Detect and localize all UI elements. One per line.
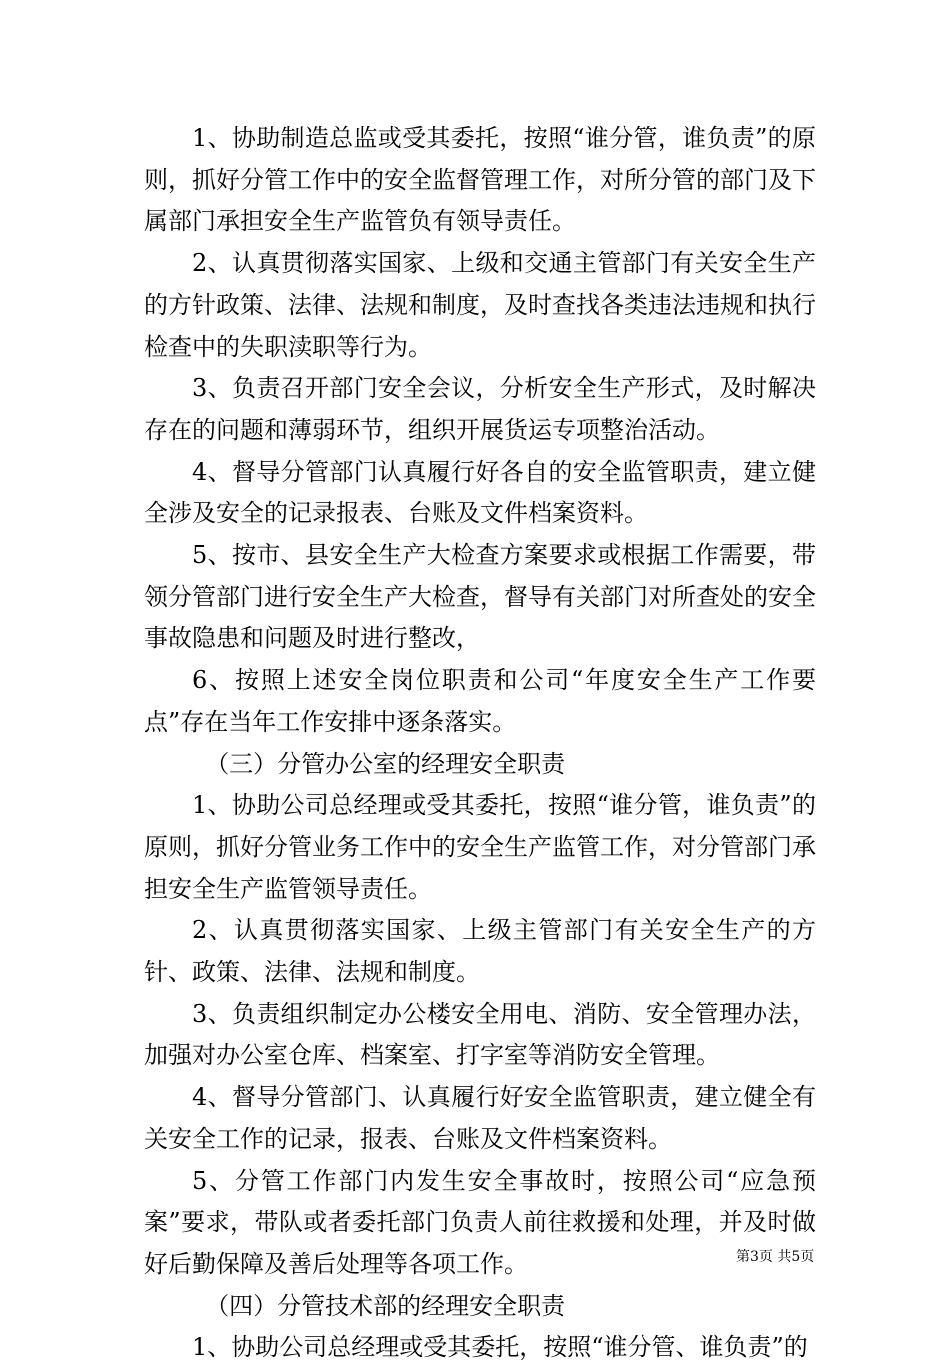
paragraph-vp-4: 4、督导分管部门认真履行好各自的安全监管职责，建立健全涉及安全的记录报表、台账及文件档案资料。 <box>144 457 816 528</box>
paragraph-office-1: 1、协助公司总经理或受其委托，按照“谁分管，谁负责”的原则，抓好分管业务工作中的安全生产监管工作，对分管部门承担安全生产监管领导责任。 <box>144 791 816 903</box>
section-heading-office-manager: （三）分管办公室的经理安全职责 <box>205 749 566 778</box>
document-body <box>144 118 816 1369</box>
paragraph-vp-5: 5、按市、县安全生产大检查方案要求或根据工作需要，带领分管部门进行安全生产大检查，督导有关部门对所查处的安全事故隐患和问题及时进行整改， <box>144 541 816 653</box>
page-number: 第3页 共5页 <box>736 1249 815 1265</box>
paragraph-vp-6: 6、按照上述安全岗位职责和公司“年度安全生产工作要点”存在当年工作安排中逐条落实。 <box>144 666 816 736</box>
paragraph-vp-3: 3、负责召开部门安全会议，分析安全生产形式，及时解决存在的问题和薄弱环节，组织开展货运专项整治活动。 <box>144 374 816 444</box>
paragraph-office-5: 5、分管工作部门内发生安全事故时，按照公司“应急预案”要求，带队或者委托部门负责人前往救援和处理，并及时做好后勤保障及善后处理等各项工作。 <box>144 1166 816 1278</box>
paragraph-tech-1: 1、协助公司总经理或受其委托，按照“谁分管、谁负责”的 <box>192 1333 808 1362</box>
paragraph-vp-2: 2、认真贯彻落实国家、上级和交通主管部门有关安全生产的方针政策、法律、法规和制度，及时查找各类违法违规和执行检查中的失职渎职等行为。 <box>144 249 816 361</box>
paragraph-office-4: 4、督导分管部门、认真履行好安全监管职责，建立健全有关安全工作的记录，报表、台账及文件档案资料。 <box>144 1083 816 1153</box>
paragraph-vp-1: 1、协助制造总监或受其委托，按照“谁分管，谁负责”的原则，抓好分管工作中的安全监督管理工作，对所分管的部门及下属部门承担安全生产监管负有领导责任。 <box>144 124 816 236</box>
section-heading-tech-manager: （四）分管技术部的经理安全职责 <box>205 1291 566 1320</box>
paragraph-office-3: 3、负责组织制定办公楼安全用电、消防、安全管理办法，加强对办公室仓库、档案室、打字室等消防安全管理。 <box>144 999 816 1070</box>
paragraph-office-2: 2、认真贯彻落实国家、上级主管部门有关安全生产的方针、政策、法律、法规和制度。 <box>144 916 816 987</box>
